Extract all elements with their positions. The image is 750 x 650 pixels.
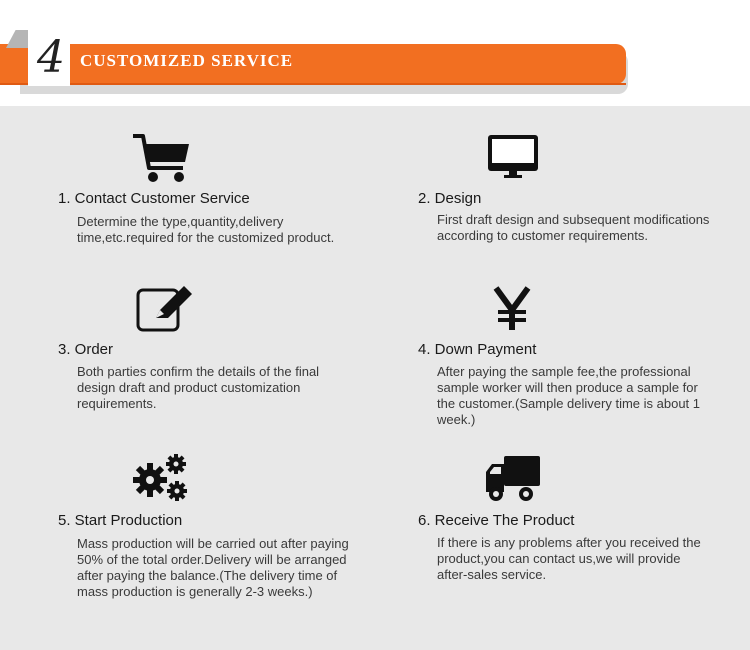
step-3-title: 3. Order: [58, 341, 114, 358]
step-5-title: 5. Start Production: [58, 512, 183, 529]
shopping-cart-icon: [131, 132, 195, 188]
yen-icon: [480, 284, 544, 340]
number-badge-fold: [6, 30, 30, 48]
section-header: [0, 0, 750, 105]
step-1-description: Determine the type,quantity,delivery time,etc.required for the customized product.: [77, 214, 335, 245]
step-4-title: 4. Down Payment: [418, 341, 537, 358]
step-3-description: Both parties confirm the details of the final design draft and product customization requirements.: [77, 364, 320, 411]
step-1-title: 1. Contact Customer Service: [58, 190, 250, 207]
monitor-icon: [482, 132, 546, 188]
truck-icon: [482, 452, 546, 508]
section-title: CUSTOMIZED SERVICE: [80, 51, 294, 70]
step-2-description: First draft design and subsequent modifications according to customer requirements.: [437, 212, 710, 243]
step-4-description: After paying the sample fee,the professional sample worker will then produce a sample for the customer.(Sample delivery time is about 1 week.): [437, 364, 701, 427]
step-6-title: 6. Receive The Product: [418, 512, 575, 529]
step-2-title: 2. Design: [418, 190, 482, 207]
header-tab-underline: [0, 83, 626, 85]
step-5-description: Mass production will be carried out after paying 50% of the total order.Delivery will be arranged after paying the balance.(The delivery time of mass production is generally 2-3 weeks.): [77, 536, 349, 599]
edit-icon: [134, 284, 198, 340]
gears-icon: [130, 452, 194, 508]
step-6-description: If there is any problems after you received the product,you can contact us,we will provide after-sales service.: [437, 535, 701, 582]
section-number: 4: [37, 32, 65, 83]
